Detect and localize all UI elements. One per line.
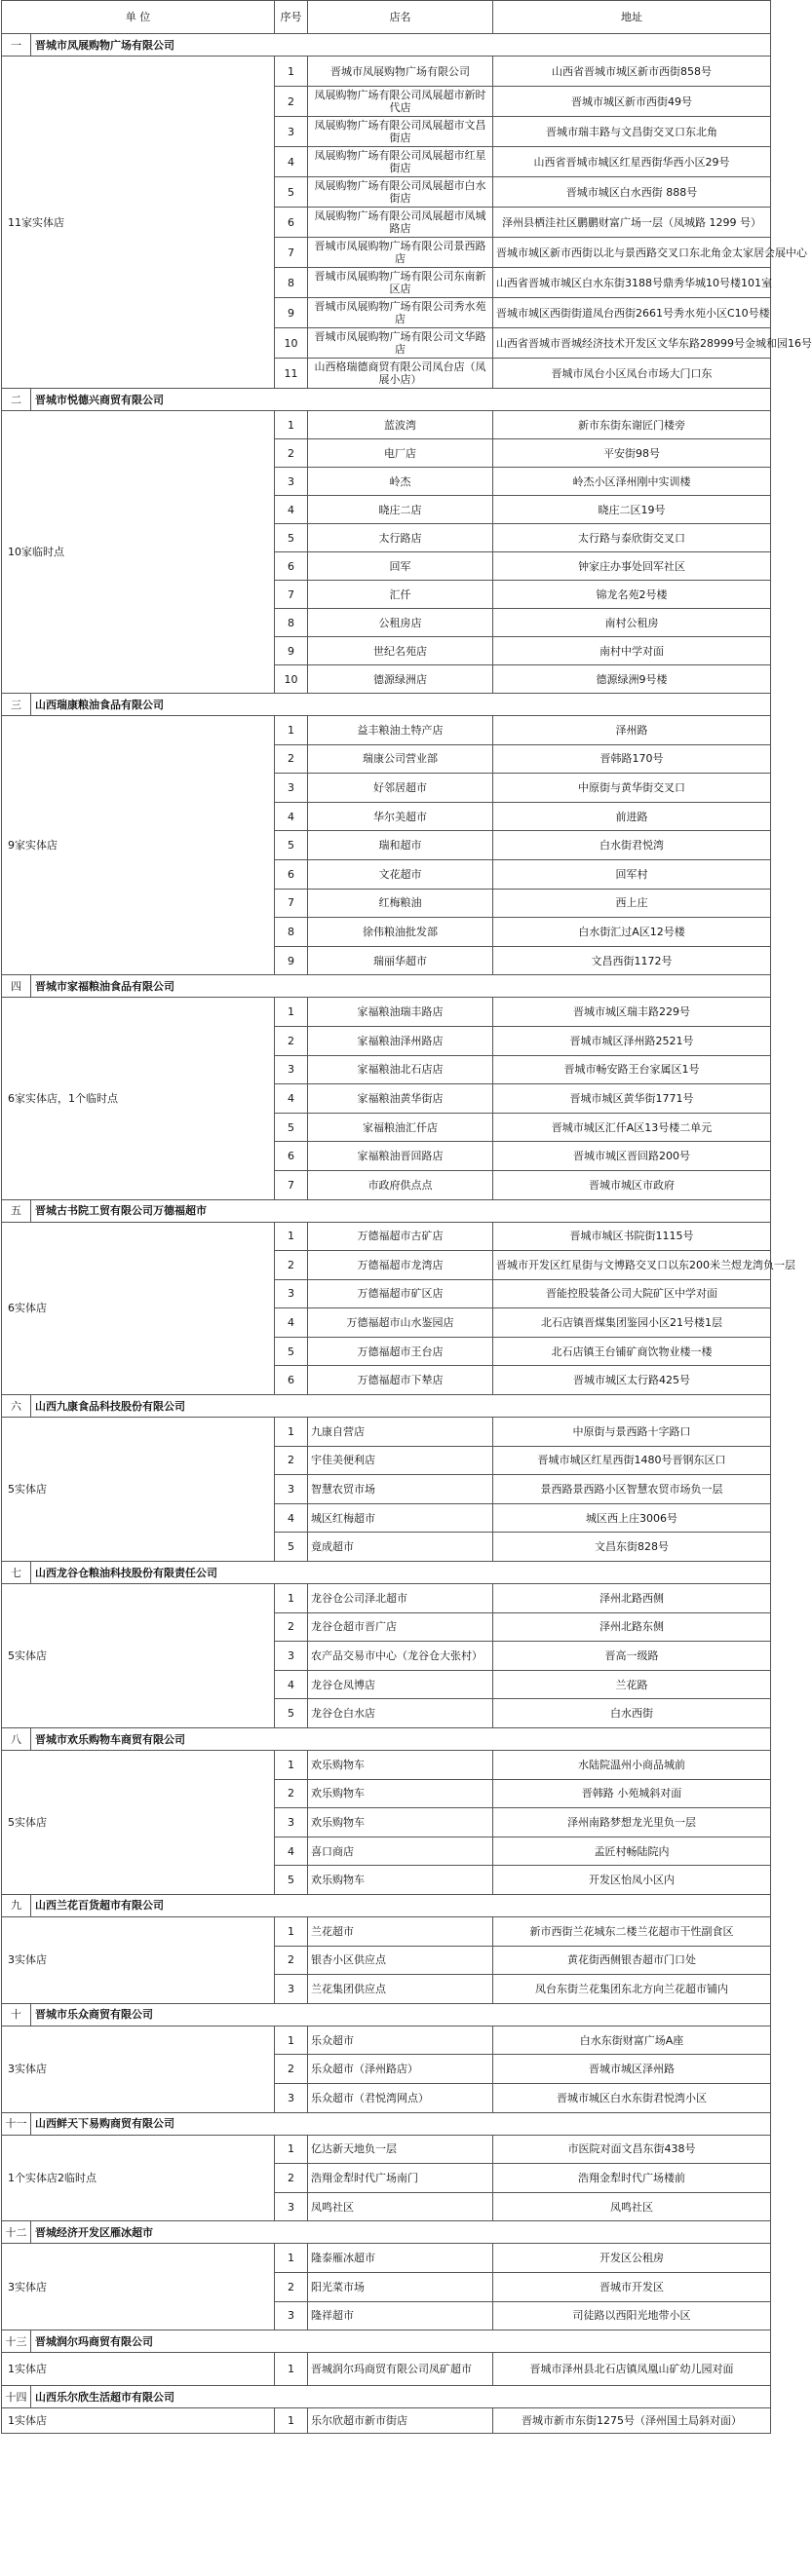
store-name: 红梅粮油 [308,889,493,918]
store-name: 瑞丽华超市 [308,946,493,975]
store-name: 欢乐购物车 [308,1866,493,1895]
row-number: 5 [275,1699,308,1728]
store-category: 3实体店 [2,2244,275,2330]
header-address: 地址 [493,1,771,34]
store-address: 白水西街 [493,1699,771,1728]
store-address: 新市东街东谢匠门楼旁 [493,411,771,439]
store-name: 龙谷仓白水店 [308,1699,493,1728]
store-address: 泽州南路梦想龙光里负一层 [493,1808,771,1837]
store-address: 泽州北路西侧 [493,1584,771,1613]
store-address: 晋城市瑞丰路与文昌街交叉口东北角 [493,117,771,147]
row-number: 2 [275,1612,308,1642]
store-name: 欢乐购物车 [308,1808,493,1837]
store-name: 华尔美超市 [308,802,493,831]
section-number: 十一 [2,2112,31,2135]
store-address: 白水街君悦湾 [493,831,771,860]
row-number: 9 [275,298,308,328]
store-address: 晋城市城区白水东街君悦湾小区 [493,2083,771,2112]
store-name: 亿达新天地负一层 [308,2135,493,2164]
store-address: 晋城市城区西街街道凤台西街2661号秀水苑小区C10号楼 [493,298,771,328]
store-address: 太行路与泰欣街交叉口 [493,524,771,552]
row-number: 9 [275,637,308,665]
store-name: 回军 [308,552,493,581]
store-category: 3实体店 [2,2026,275,2112]
row-number: 5 [275,831,308,860]
store-name: 世纪名苑店 [308,637,493,665]
store-category: 1个实体店2临时点 [2,2135,275,2221]
store-address: 晋城市城区汇仟A区13号楼二单元 [493,1113,771,1142]
section-number: 十二 [2,2221,31,2244]
row-number: 3 [275,1055,308,1084]
store-name: 凤展购物广场有限公司凤展超市白水街店 [308,177,493,208]
section-company-name: 山西瑞康粮油食品有限公司 [31,694,771,716]
row-number: 2 [275,2164,308,2193]
store-category: 6家实体店，1个临时点 [2,998,275,1199]
table-row [2,2353,771,2386]
table-row [2,57,771,87]
row-number: 2 [275,1446,308,1475]
section-company-name: 山西龙谷仓粮油科技股份有限责任公司 [31,1562,771,1584]
store-address: 晋韩路 小苑城斜对面 [493,1779,771,1808]
store-address: 开发区公租房 [493,2244,771,2273]
store-address: 晋韩路170号 [493,744,771,774]
store-name: 晋城市凤展购物广场有限公司文华路店 [308,328,493,359]
row-number: 7 [275,581,308,609]
store-address: 晋城市畅安路王台家属区1号 [493,1055,771,1084]
store-category: 5实体店 [2,1584,275,1728]
table-row [2,2408,771,2434]
store-address: 山西省晋城市晋城经济技术开发区文华东路28999号金城和园16号 [493,328,771,359]
section-header-row [2,1728,771,1751]
store-name: 市政府供点点 [308,1170,493,1199]
row-number: 10 [275,328,308,359]
section-company-name: 晋城润尔玛商贸有限公司 [31,2330,771,2353]
store-name: 家福粮油瑞丰路店 [308,998,493,1027]
section-company-name: 晋城市欢乐购物车商贸有限公司 [31,1728,771,1751]
row-number: 4 [275,1503,308,1533]
section-header-row [2,389,771,411]
store-address: 西上庄 [493,889,771,918]
store-address: 白水东街财富广场A座 [493,2026,771,2055]
row-number: 3 [275,468,308,496]
row-number: 4 [275,147,308,177]
store-name: 益丰粮油土特产店 [308,716,493,745]
store-name: 龙谷仓公司泽北超市 [308,1584,493,1613]
row-number: 2 [275,744,308,774]
row-number: 1 [275,2408,308,2434]
store-name: 银杏小区供应点 [308,1946,493,1975]
store-name: 万德福超市矿区店 [308,1279,493,1308]
store-name: 晋城市凤展购物广场有限公司 [308,57,493,87]
store-name: 凤展购物广场有限公司凤展超市红星街店 [308,147,493,177]
store-address: 晋城市城区新市西街49号 [493,87,771,117]
store-address: 山西省晋城市城区红星西街华西小区29号 [493,147,771,177]
section-header-row [2,34,771,57]
row-number: 7 [275,238,308,268]
store-category: 3实体店 [2,1916,275,2003]
store-address: 泽州县栖洼社区鹏鹏财富广场一层（凤城路 1299 号） [493,208,771,238]
store-name: 凤鸣社区 [308,2192,493,2221]
header-seq: 序号 [275,1,308,34]
store-name: 宇佳美便利店 [308,1446,493,1475]
row-number: 2 [275,1779,308,1808]
table-row [2,1222,771,1251]
row-number: 1 [275,57,308,87]
store-address: 晋城市城区市政府 [493,1170,771,1199]
row-number: 5 [275,1337,308,1366]
store-name: 乐尔欣超市新市街店 [308,2408,493,2434]
store-address: 晋城市开发区红星街与文博路交叉口以东200米兰煜龙湾负一层 [493,1251,771,1280]
row-number: 6 [275,552,308,581]
row-number: 10 [275,665,308,694]
section-number: 六 [2,1395,31,1418]
section-company-name: 山西鲜天下易购商贸有限公司 [31,2112,771,2135]
store-address: 凤鸣社区 [493,2192,771,2221]
section-number: 四 [2,975,31,998]
row-number: 1 [275,1916,308,1946]
store-address: 山西省晋城市城区新市西街858号 [493,57,771,87]
store-name: 好邻居超市 [308,774,493,803]
store-name: 万德福超市古矿店 [308,1222,493,1251]
row-number: 3 [275,1475,308,1504]
store-address: 城区西上庄3006号 [493,1503,771,1533]
store-category: 6实体店 [2,1222,275,1395]
row-number: 3 [275,774,308,803]
row-number: 4 [275,1308,308,1338]
row-number: 4 [275,1837,308,1866]
row-number: 2 [275,87,308,117]
store-name: 欢乐购物车 [308,1751,493,1780]
row-number: 3 [275,1642,308,1671]
row-number: 4 [275,1084,308,1114]
store-name: 浩翔金犁时代广场南门 [308,2164,493,2193]
store-name: 隆泰雁冰超市 [308,2244,493,2273]
store-address: 晋城市开发区 [493,2272,771,2301]
store-address: 景西路景西路小区智慧农贸市场负一层 [493,1475,771,1504]
row-number: 1 [275,2135,308,2164]
section-number: 五 [2,1199,31,1222]
store-name: 凤展购物广场有限公司凤展超市凤城路店 [308,208,493,238]
store-name: 电厂店 [308,439,493,468]
store-name: 乐众超市（君悦湾网点） [308,2083,493,2112]
store-address: 兰花路 [493,1670,771,1699]
store-name: 兰花超市 [308,1916,493,1946]
section-header-row [2,1562,771,1584]
store-name: 瑞康公司营业部 [308,744,493,774]
store-name: 万德福超市王台店 [308,1337,493,1366]
row-number: 2 [275,1946,308,1975]
store-name: 城区红梅超市 [308,1503,493,1533]
store-address: 南村公租房 [493,609,771,637]
row-number: 1 [275,2026,308,2055]
store-address: 钟家庄办事处回军社区 [493,552,771,581]
table-row [2,2135,771,2164]
row-number: 9 [275,946,308,975]
table-header-row [2,1,771,34]
store-category: 5实体店 [2,1751,275,1895]
row-number: 5 [275,1866,308,1895]
store-address: 司徒路以西阳光地带小区 [493,2301,771,2330]
section-header-row [2,1894,771,1916]
store-address: 文昌东街828号 [493,1533,771,1562]
row-number: 1 [275,1222,308,1251]
store-name: 喜口商店 [308,1837,493,1866]
store-address: 黄花街西侧银杏超市门口处 [493,1946,771,1975]
store-address: 泽州路 [493,716,771,745]
section-company-name: 晋城市乐众商贸有限公司 [31,2003,771,2026]
store-name: 晋城市凤展购物广场有限公司东南新区店 [308,268,493,298]
store-name: 蓝波湾 [308,411,493,439]
store-name: 家福粮油汇仟店 [308,1113,493,1142]
store-address: 北石店镇晋煤集团鉴园小区21号楼1层 [493,1308,771,1338]
section-company-name: 晋城经济开发区雁冰超市 [31,2221,771,2244]
store-name: 凤展购物广场有限公司凤展超市文昌街店 [308,117,493,147]
store-category: 1实体店 [2,2353,275,2386]
store-address: 晋城市城区书院街1115号 [493,1222,771,1251]
section-number: 十 [2,2003,31,2026]
header-unit: 单 位 [2,1,275,34]
store-name: 凤展购物广场有限公司凤展超市新时代店 [308,87,493,117]
header-store: 店名 [308,1,493,34]
store-category: 5实体店 [2,1418,275,1562]
section-header-row [2,2221,771,2244]
row-number: 3 [275,1808,308,1837]
store-address: 岭杰小区泽州刚中实训楼 [493,468,771,496]
store-name: 家福粮油黄华街店 [308,1084,493,1114]
store-name: 万德福超市山水鉴园店 [308,1308,493,1338]
store-name: 德源绿洲店 [308,665,493,694]
row-number: 2 [275,2272,308,2301]
store-name: 万德福超市龙湾店 [308,1251,493,1280]
store-name: 山西格瑞德商贸有限公司凤台店（凤展小店） [308,359,493,389]
store-address: 中原街与景西路十字路口 [493,1418,771,1447]
store-name: 欢乐购物车 [308,1779,493,1808]
section-header-row [2,694,771,716]
section-company-name: 晋城市凤展购物广场有限公司 [31,34,771,57]
section-header-row [2,2003,771,2026]
row-number: 2 [275,1251,308,1280]
store-name: 晋城市凤展购物广场有限公司景西路店 [308,238,493,268]
store-address: 晋高一级路 [493,1642,771,1671]
row-number: 1 [275,1584,308,1613]
store-category: 1实体店 [2,2408,275,2434]
store-address: 锦龙名苑2号楼 [493,581,771,609]
store-name: 龙谷仓凤博店 [308,1670,493,1699]
row-number: 5 [275,524,308,552]
row-number: 4 [275,802,308,831]
table-row [2,2244,771,2273]
store-address: 晋城市城区新市西街以北与景西路交叉口东北角金太家居会展中心 [493,238,771,268]
section-number: 二 [2,389,31,411]
store-name: 九康自营店 [308,1418,493,1447]
store-name: 徐伟粮油批发部 [308,918,493,947]
row-number: 4 [275,496,308,524]
store-name: 乐众超市（泽州路店） [308,2055,493,2084]
store-name: 农产品交易市中心（龙谷仓大张村） [308,1642,493,1671]
row-number: 5 [275,1113,308,1142]
row-number: 8 [275,918,308,947]
store-address: 市医院对面文昌东街438号 [493,2135,771,2164]
store-name: 晋城市凤展购物广场有限公司秀水苑店 [308,298,493,328]
store-address: 晋城市城区泽州路2521号 [493,1026,771,1055]
section-header-row [2,1395,771,1418]
row-number: 6 [275,1366,308,1395]
store-address: 晋城市城区晋回路200号 [493,1142,771,1171]
store-address: 孟匠村畅陆院内 [493,1837,771,1866]
row-number: 3 [275,1975,308,2004]
store-name: 智慧农贸市场 [308,1475,493,1504]
store-name: 汇仟 [308,581,493,609]
store-address: 晋城市城区黄华街1771号 [493,1084,771,1114]
section-company-name: 山西九康食品科技股份有限公司 [31,1395,771,1418]
store-table [1,0,812,2434]
section-number: 七 [2,1562,31,1584]
row-number: 6 [275,1142,308,1171]
row-number: 1 [275,1751,308,1780]
store-name: 文花超市 [308,859,493,889]
row-number: 1 [275,998,308,1027]
section-number: 八 [2,1728,31,1751]
store-name: 公租房店 [308,609,493,637]
row-number: 1 [275,1418,308,1447]
store-address: 北石店镇王台铺矿商饮物业楼一楼 [493,1337,771,1366]
store-name: 隆祥超市 [308,2301,493,2330]
store-address: 平安街98号 [493,439,771,468]
store-address: 晋能控股装备公司大院矿区中学对面 [493,1279,771,1308]
store-name: 瑞和超市 [308,831,493,860]
row-number: 4 [275,1670,308,1699]
store-address: 德源绿洲9号楼 [493,665,771,694]
store-address: 凤台东街兰花集团东北方向兰花超市铺内 [493,1975,771,2004]
row-number: 1 [275,2353,308,2386]
section-company-name: 山西乐尔欣生活超市有限公司 [31,2386,771,2408]
store-address: 晋城市城区太行路425号 [493,1366,771,1395]
row-number: 3 [275,2192,308,2221]
store-address: 山西省晋城市城区白水东街3188号鼎秀华城10号楼101室 [493,268,771,298]
store-address: 回军村 [493,859,771,889]
store-address: 晋城市泽州县北石店镇凤凰山矿幼儿园对面 [493,2353,771,2386]
row-number: 1 [275,2244,308,2273]
store-address: 开发区怡凤小区内 [493,1866,771,1895]
section-number: 十四 [2,2386,31,2408]
store-name: 岭杰 [308,468,493,496]
section-company-name: 晋城市家福粮油食品有限公司 [31,975,771,998]
row-number: 7 [275,1170,308,1199]
store-category: 10家临时点 [2,411,275,694]
row-number: 8 [275,268,308,298]
section-number: 一 [2,34,31,57]
row-number: 5 [275,1533,308,1562]
row-number: 2 [275,439,308,468]
store-address: 新市西街兰花城东二楼兰花超市干性副食区 [493,1916,771,1946]
section-header-row [2,2112,771,2135]
section-number: 十三 [2,2330,31,2353]
store-name: 乐众超市 [308,2026,493,2055]
store-name: 晋城润尔玛商贸有限公司凤矿超市 [308,2353,493,2386]
row-number: 3 [275,1279,308,1308]
row-number: 7 [275,889,308,918]
store-address: 白水街汇过A区12号楼 [493,918,771,947]
store-category: 9家实体店 [2,716,275,975]
row-number: 6 [275,208,308,238]
store-address: 晋城市城区瑞丰路229号 [493,998,771,1027]
store-address: 晋城市城区红星西街1480号晋钢东区口 [493,1446,771,1475]
table-row [2,716,771,745]
section-number: 九 [2,1894,31,1916]
row-number: 2 [275,2055,308,2084]
store-name: 太行路店 [308,524,493,552]
table-row [2,411,771,439]
store-name: 晓庄二店 [308,496,493,524]
section-header-row [2,2386,771,2408]
table-row [2,998,771,1027]
store-address: 泽州北路东侧 [493,1612,771,1642]
row-number: 5 [275,177,308,208]
table-body [2,34,812,2434]
store-name: 家福粮油北石店店 [308,1055,493,1084]
store-address: 晋城市城区白水西街 888号 [493,177,771,208]
store-name: 家福粮油泽州路店 [308,1026,493,1055]
table-row [2,1916,771,1946]
store-name: 竟成超市 [308,1533,493,1562]
section-company-name: 山西兰花百货超市有限公司 [31,1894,771,1916]
row-number: 6 [275,859,308,889]
row-number: 3 [275,2301,308,2330]
row-number: 1 [275,411,308,439]
store-address: 水陆院温州小商品城前 [493,1751,771,1780]
store-address: 晋城市凤台小区凤台市场大门口东 [493,359,771,389]
section-company-name: 晋城市悦德兴商贸有限公司 [31,389,771,411]
section-header-row [2,975,771,998]
table-row [2,1584,771,1613]
store-address: 前进路 [493,802,771,831]
row-number: 8 [275,609,308,637]
section-number: 三 [2,694,31,716]
table-row [2,2026,771,2055]
store-address: 南村中学对面 [493,637,771,665]
store-address: 浩翔金犁时代广场楼前 [493,2164,771,2193]
section-header-row [2,1199,771,1222]
row-number: 3 [275,117,308,147]
section-header-row [2,2330,771,2353]
store-address: 晋城市城区泽州路 [493,2055,771,2084]
store-address: 文昌西街1172号 [493,946,771,975]
row-number: 1 [275,716,308,745]
store-name: 龙谷仓超市晋广店 [308,1612,493,1642]
store-name: 家福粮油晋回路店 [308,1142,493,1171]
section-company-name: 晋城古书院工贸有限公司万德福超市 [31,1199,771,1222]
store-name: 阳光菜市场 [308,2272,493,2301]
row-number: 2 [275,1026,308,1055]
store-name: 兰花集团供应点 [308,1975,493,2004]
store-category: 11家实体店 [2,57,275,389]
table-row [2,1751,771,1780]
store-address: 中原街与黄华街交叉口 [493,774,771,803]
store-name: 万德福超市下辇店 [308,1366,493,1395]
store-address: 晓庄二区19号 [493,496,771,524]
table-row [2,1418,771,1447]
row-number: 11 [275,359,308,389]
row-number: 3 [275,2083,308,2112]
store-address: 晋城市新市东街1275号（泽州国土局斜对面） [493,2408,771,2434]
